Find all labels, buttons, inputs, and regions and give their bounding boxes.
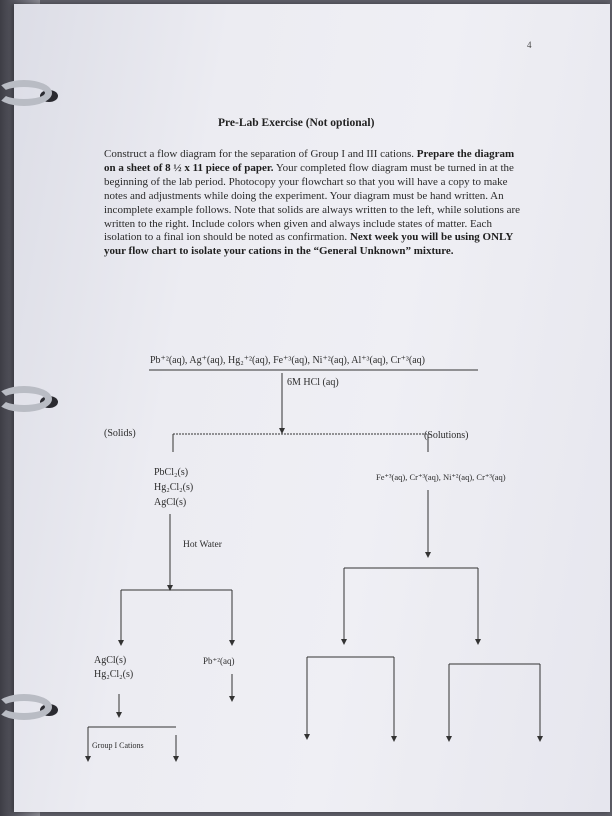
- page-title: Pre-Lab Exercise (Not optional): [218, 117, 375, 129]
- instructions-paragraph: [104, 148, 524, 259]
- instructions-bold-closing: Next week you will be using ONLY your flow chart to isolate your cations in the “General Unknown” mixture.: [104, 231, 513, 258]
- solid-agcl: AgCl(s): [94, 655, 127, 666]
- precipitate-pbcl2: PbCl₂(s): [154, 467, 189, 478]
- precipitate-hg2cl2: Hg₂Cl₂(s): [154, 482, 194, 493]
- solution-ions: Fe⁺³(aq), Cr⁺³(aq), Ni⁺²(aq), Cr⁺³(aq): [376, 472, 506, 482]
- instructions-bold-sentence: Prepare the diagram on a sheet of 8 ½ x 11 piece of paper.: [104, 148, 515, 174]
- starting-mixture: Pb⁺²(aq), Ag⁺(aq), Hg₂⁺²(aq), Fe⁺³(aq), Ni⁺²(aq), Al⁺³(aq), Cr⁺³(aq): [150, 355, 426, 366]
- reagent-hcl: 6M HCl (aq): [287, 377, 339, 388]
- group-one-cations-label: Group I Cations: [92, 741, 144, 750]
- solid-hg2cl2: Hg₂Cl₂(s): [94, 669, 134, 680]
- reagent-hot-water: Hot Water: [183, 540, 222, 550]
- lead-ion: Pb⁺²(aq): [203, 656, 235, 666]
- solutions-label: (Solutions): [424, 430, 469, 441]
- page-number: 4: [527, 40, 532, 50]
- instructions-sentence: Construct a flow diagram for the separation of Group I and III cations.: [104, 148, 415, 160]
- solids-label: (Solids): [104, 428, 136, 439]
- precipitate-agcl: AgCl(s): [154, 497, 187, 508]
- instructions-body: Your completed flow diagram must be turned in at the beginning of the lab period. Photocopy your flowchart so that you will have a copy to make notes and adjustments while doing the experiment. Your diagram must be hand written. An incomplete example follows. Note that solids are always written to the left, while solutions are written to the right. Include colors when given and always include states of matter. Each isolation to a final ion should be noted as confirmation.: [104, 161, 521, 244]
